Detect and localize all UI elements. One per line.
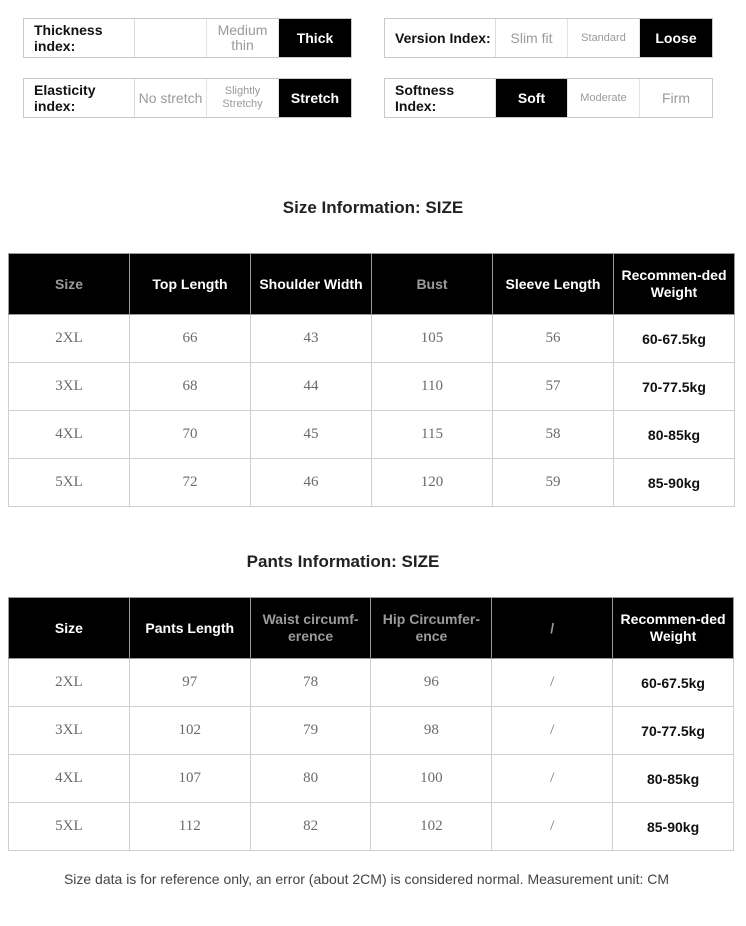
- elasticity-option-stretch: Stretch: [279, 79, 351, 117]
- table-cell: 115: [372, 411, 493, 459]
- pants-header-hip: Hip Circumfer-ence: [371, 598, 492, 659]
- table-cell: /: [492, 755, 613, 803]
- version-option-slim-fit: Slim fit: [496, 19, 568, 57]
- table-cell: 70-77.5kg: [613, 707, 734, 755]
- pants-size-header-row: [9, 598, 734, 659]
- table-cell: 80: [250, 755, 371, 803]
- table-cell: 102: [371, 803, 492, 851]
- table-cell: 112: [129, 803, 250, 851]
- table-cell: 96: [371, 659, 492, 707]
- softness-option-moderate: Moderate: [568, 79, 640, 117]
- table-cell: 43: [251, 315, 372, 363]
- version-index-label: Version Index:: [385, 19, 496, 57]
- table-cell: /: [492, 803, 613, 851]
- table-row: [9, 459, 735, 507]
- table-cell: 79: [250, 707, 371, 755]
- table-cell: 107: [129, 755, 250, 803]
- thickness-option-blank: [135, 19, 207, 57]
- table-cell: 97: [129, 659, 250, 707]
- table-cell: 70-77.5kg: [614, 363, 735, 411]
- top-header-recommended-weight: Recommen-ded Weight: [614, 254, 735, 315]
- table-cell: 60-67.5kg: [614, 315, 735, 363]
- table-cell: 57: [493, 363, 614, 411]
- pants-header-waist: Waist circumf-erence: [250, 598, 371, 659]
- softness-index-label: Softness Index:: [385, 79, 496, 117]
- table-cell: 66: [130, 315, 251, 363]
- table-cell: 56: [493, 315, 614, 363]
- table-cell: 5XL: [9, 459, 130, 507]
- top-header-shoulder-width: Shoulder Width: [251, 254, 372, 315]
- table-cell: 45: [251, 411, 372, 459]
- table-cell: 4XL: [9, 411, 130, 459]
- top-header-sleeve-length: Sleeve Length: [493, 254, 614, 315]
- softness-option-firm: Firm: [662, 89, 690, 106]
- table-cell: 85-90kg: [613, 803, 734, 851]
- table-row: [9, 363, 735, 411]
- table-cell: 60-67.5kg: [613, 659, 734, 707]
- table-cell: 3XL: [9, 707, 130, 755]
- pants-header-pants-length: Pants Length: [129, 598, 250, 659]
- table-cell: 110: [372, 363, 493, 411]
- table-cell: 59: [493, 459, 614, 507]
- table-row: [9, 411, 735, 459]
- pants-size-table: [8, 597, 734, 851]
- pants-size-title: Pants Information: SIZE: [246, 552, 440, 571]
- table-cell: 102: [129, 707, 250, 755]
- table-cell: 58: [493, 411, 614, 459]
- thickness-option-thick: Thick: [279, 19, 351, 57]
- elasticity-index-label: Elasticity index:: [24, 79, 135, 117]
- table-cell: 4XL: [9, 755, 130, 803]
- table-cell: 2XL: [9, 659, 130, 707]
- table-cell: 68: [130, 363, 251, 411]
- thickness-index-label: Thickness index:: [24, 19, 135, 57]
- table-cell: 5XL: [9, 803, 130, 851]
- version-index-row: [384, 18, 713, 58]
- top-header-size: Size: [9, 254, 130, 315]
- top-header-bust: Bust: [372, 254, 493, 315]
- version-option-standard: Standard: [568, 19, 640, 57]
- table-row: [9, 315, 735, 363]
- elasticity-option-no-stretch: No stretch: [135, 79, 207, 117]
- table-cell: 80-85kg: [614, 411, 735, 459]
- top-size-header-row: [9, 254, 735, 315]
- table-cell: 120: [372, 459, 493, 507]
- top-size-table: [8, 253, 735, 507]
- table-cell: 44: [251, 363, 372, 411]
- top-size-title: Size Information: SIZE: [282, 198, 464, 217]
- table-cell: 100: [371, 755, 492, 803]
- table-row: [9, 755, 734, 803]
- table-cell: 78: [250, 659, 371, 707]
- pants-header-slash: /: [492, 598, 613, 659]
- table-cell: 98: [371, 707, 492, 755]
- pants-header-recommended-weight: Recommen-ded Weight: [613, 598, 734, 659]
- softness-index-row: [384, 78, 713, 118]
- table-cell: /: [492, 659, 613, 707]
- table-cell: 2XL: [9, 315, 130, 363]
- table-cell: 70: [130, 411, 251, 459]
- table-cell: 105: [372, 315, 493, 363]
- thickness-option-medium-thin: Medium thin: [207, 19, 279, 57]
- table-row: [9, 803, 734, 851]
- table-cell: 85-90kg: [614, 459, 735, 507]
- table-cell: 80-85kg: [613, 755, 734, 803]
- table-cell: 3XL: [9, 363, 130, 411]
- elasticity-index-row: [23, 78, 352, 118]
- thickness-index-row: [23, 18, 352, 58]
- elasticity-option-slightly-stretchy: Slightly Stretchy: [207, 79, 279, 117]
- softness-option-soft: Soft: [496, 79, 568, 117]
- measurement-footnote: Size data is for reference only, an error (about 2CM) is considered normal. Measurement unit: CM: [63, 871, 670, 887]
- table-row: [9, 707, 734, 755]
- table-cell: 72: [130, 459, 251, 507]
- table-cell: /: [492, 707, 613, 755]
- table-cell: 82: [250, 803, 371, 851]
- pants-header-size: Size: [9, 598, 130, 659]
- version-option-loose: Loose: [640, 19, 712, 57]
- table-cell: 46: [251, 459, 372, 507]
- table-row: [9, 659, 734, 707]
- top-header-top-length: Top Length: [130, 254, 251, 315]
